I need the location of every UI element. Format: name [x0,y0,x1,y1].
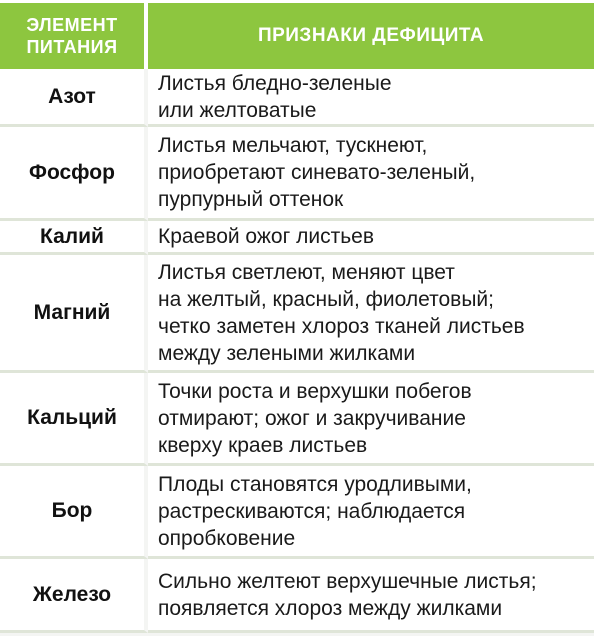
signs-text: Листья светлеют, меняют цвет на желтый, красный, фиолетовый; четко заметен хлороз тканей листьев между зелеными жилками [158,260,525,365]
signs-text: Сильно желтеют верхушечные листья; появляется хлороз между жилками [158,569,537,620]
row-signs-potassium [148,221,594,255]
row-element-nitrogen: Азот [0,69,148,127]
signs-text: Листья мельчают, тускнеют, приобретают синевато-зеленый, пурпурный оттенок [158,134,476,211]
row-signs-magnesium [148,255,594,373]
row-element-potassium: Калий [0,221,148,255]
row-signs-boron [148,466,594,559]
signs-text: Точки роста и верхушки побегов отмирают; ожог и закручивание кверху краев листьев [158,379,472,457]
row-signs-iron [148,559,594,633]
row-element-iron: Железо [0,559,148,633]
row-signs-phosphorus [148,127,594,221]
row-signs-nitrogen [148,69,594,127]
header-signs-column: ПРИЗНАКИ ДЕФИЦИТА [148,3,594,69]
row-element-magnesium: Магний [0,255,148,373]
row-element-phosphorus: Фосфор [0,127,148,221]
row-element-boron: Бор [0,466,148,559]
header-element-column: ЭЛЕМЕНТ ПИТАНИЯ [0,3,148,69]
row-signs-calcium [148,373,594,466]
signs-text: Плоды становятся уродливыми, растрескиваются; наблюдается опробковение [158,472,472,550]
row-element-calcium: Кальций [0,373,148,466]
signs-text: Листья бледно-зеленые или желтоватые [158,71,392,122]
signs-text: Краевой ожог листьев [158,225,374,248]
